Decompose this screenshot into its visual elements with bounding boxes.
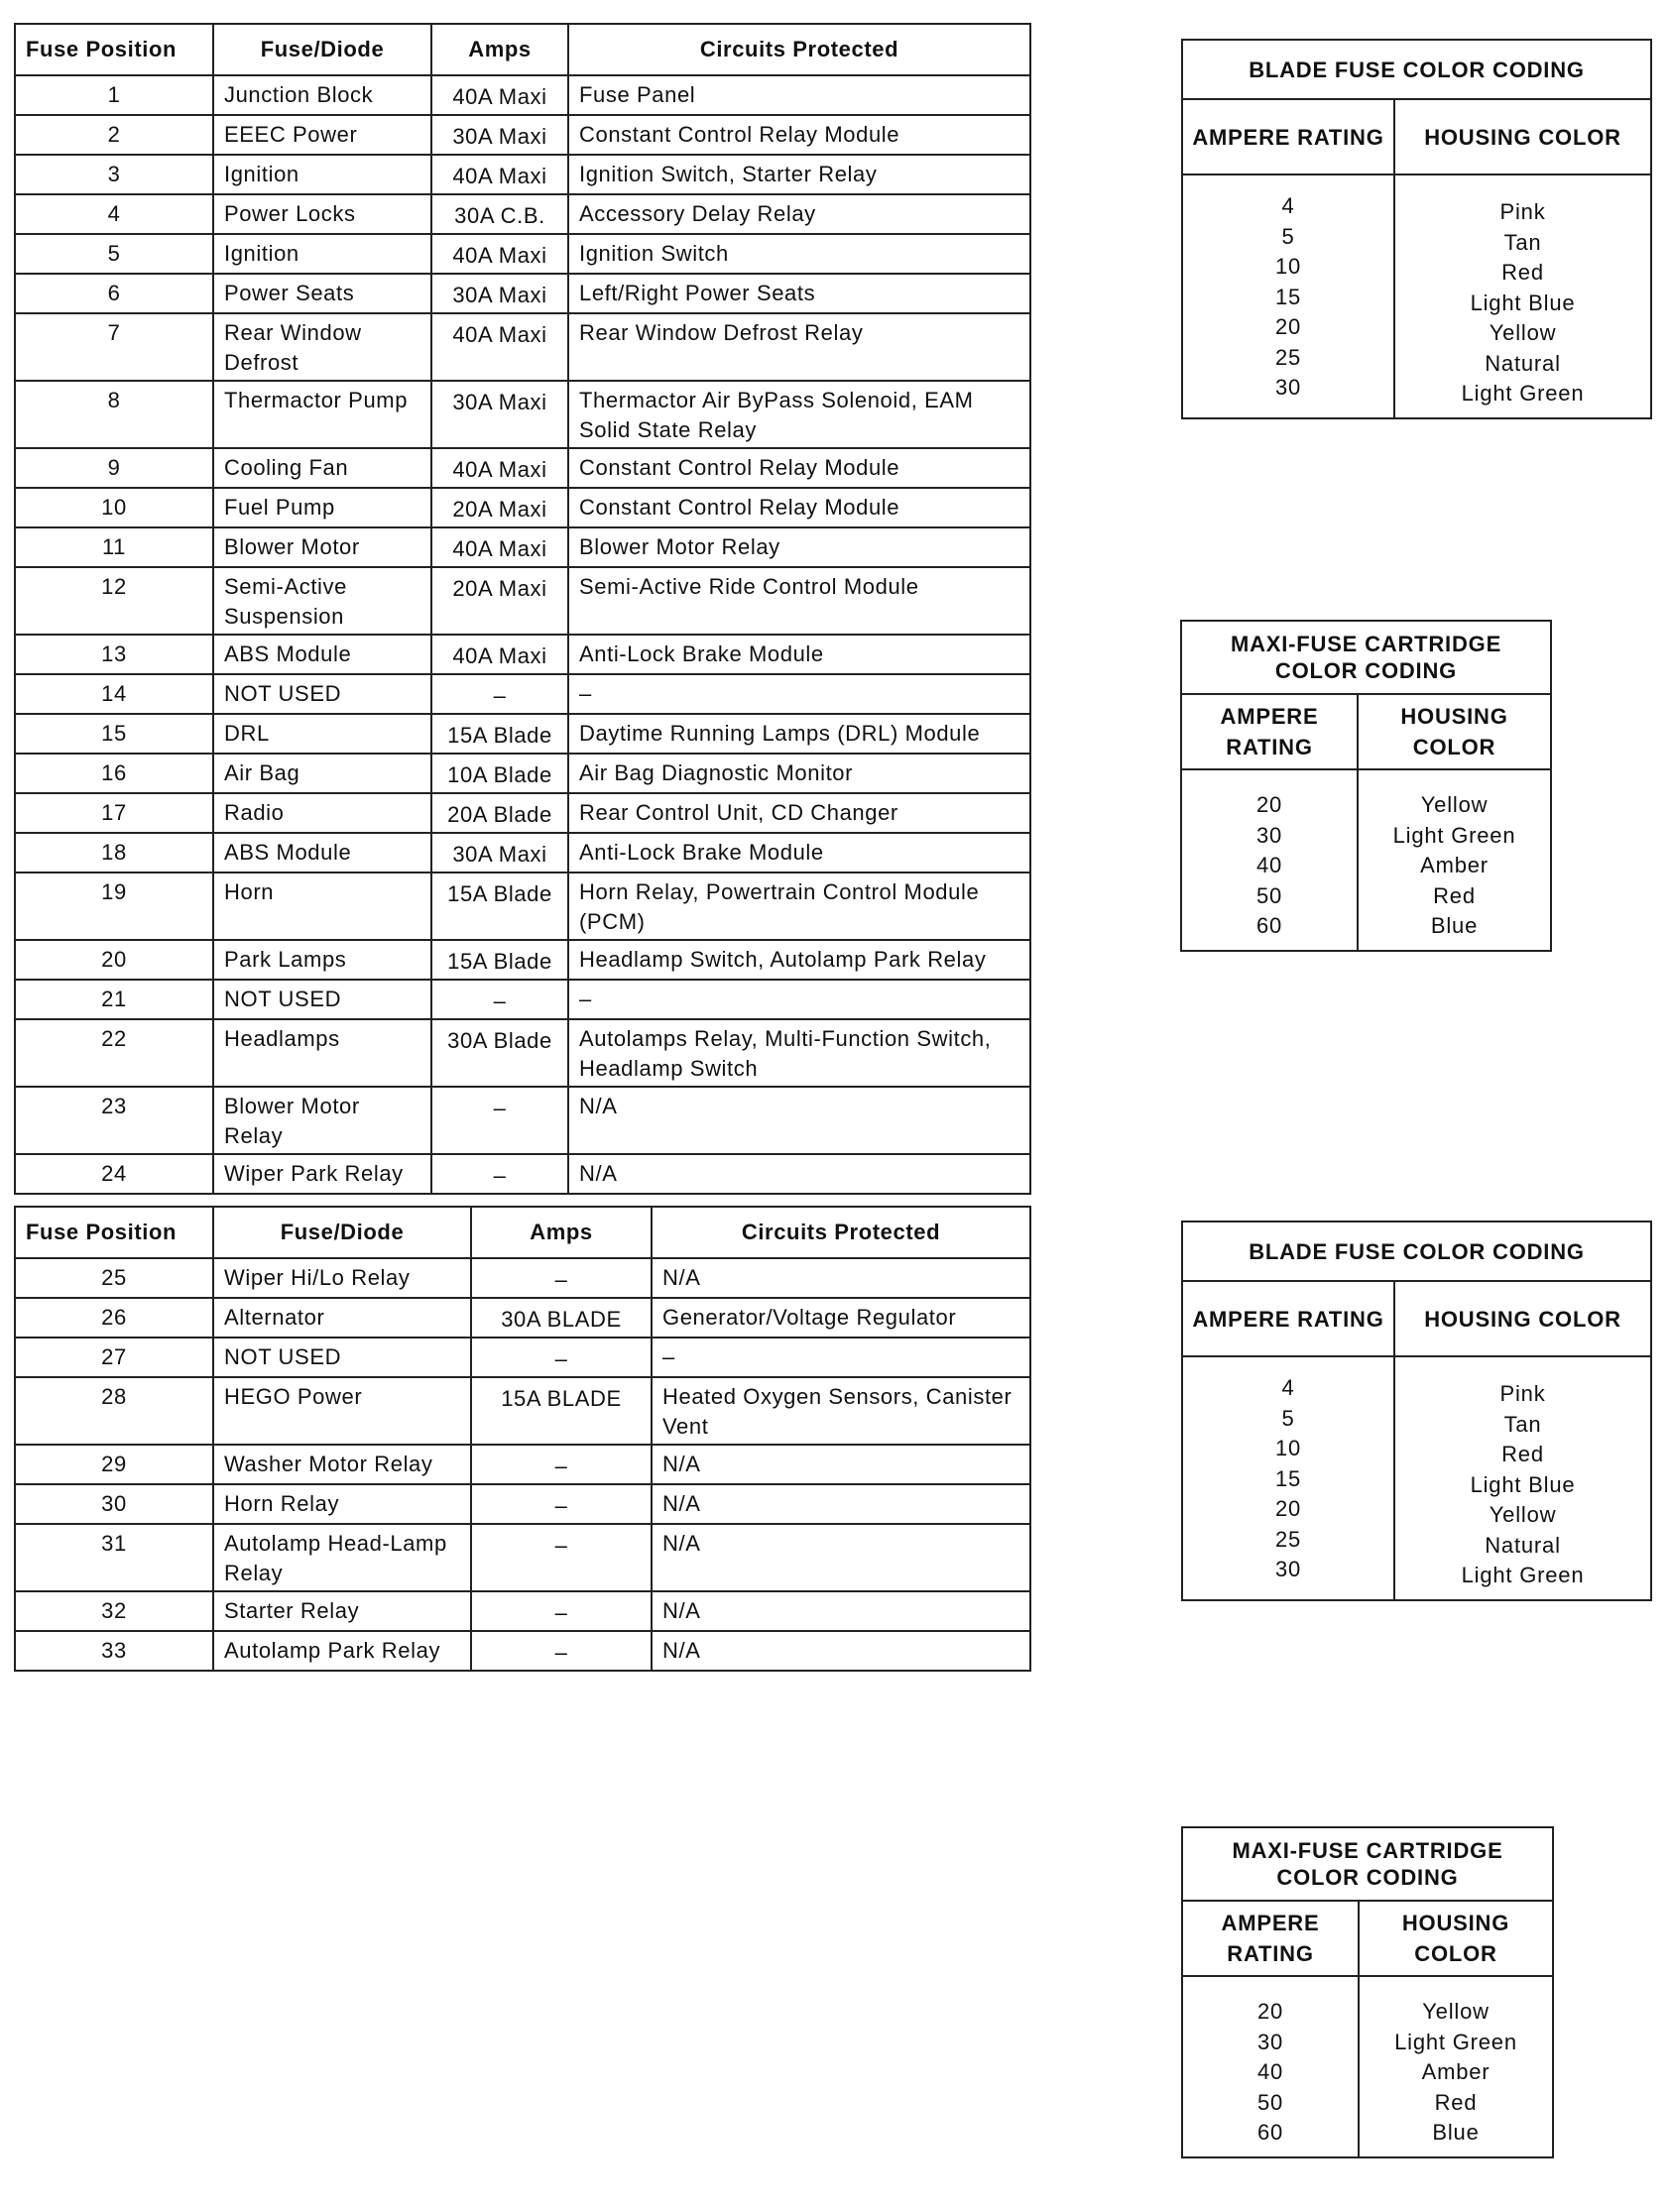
- fuse-position-cell: 25: [15, 1258, 213, 1298]
- amps-cell: –: [471, 1631, 652, 1671]
- fuse-position-cell: 15: [15, 714, 213, 754]
- fuse-diode-cell: HEGO Power: [213, 1377, 471, 1445]
- fuse-position-cell: 16: [15, 754, 213, 793]
- legend-value: 30: [1274, 1557, 1302, 1581]
- amps-cell: –: [471, 1524, 652, 1591]
- fuse-diode-cell: Rear Window Defrost: [213, 313, 431, 381]
- header-circuits-protected: Circuits Protected: [568, 24, 1030, 75]
- fuse-diode-cell: Horn Relay: [213, 1484, 471, 1524]
- fuse-diode-cell: Air Bag: [213, 754, 431, 793]
- header-fuse-position: Fuse Position: [15, 24, 213, 75]
- circuits-protected-cell: –: [568, 980, 1030, 1019]
- legend-value: Light Blue: [1470, 290, 1576, 315]
- legend-value: 5: [1281, 1405, 1295, 1431]
- amps-cell: –: [431, 674, 568, 714]
- legend-value: Amber: [1420, 853, 1489, 877]
- fuse-diode-cell: Ignition: [213, 234, 431, 274]
- table-row: [15, 527, 1030, 567]
- circuits-protected-cell: Ignition Switch, Starter Relay: [568, 155, 1030, 194]
- amps-cell: 30A Maxi: [431, 274, 568, 313]
- legend-value: 50: [1256, 2089, 1284, 2115]
- header-circuits-protected: Circuits Protected: [652, 1207, 1030, 1258]
- amps-cell: 30A BLADE: [471, 1298, 652, 1338]
- circuits-protected-cell: Generator/Voltage Regulator: [652, 1298, 1030, 1338]
- circuits-protected-cell: Constant Control Relay Module: [568, 488, 1030, 527]
- legend-value: Light Green: [1394, 2029, 1517, 2054]
- fuse-diode-cell: NOT USED: [213, 674, 431, 714]
- circuits-protected-cell: Rear Window Defrost Relay: [568, 313, 1030, 381]
- circuits-protected-cell: Thermactor Air ByPass Solenoid, EAM Solid State Relay: [568, 381, 1030, 448]
- legend-col-housing-color: HOUSING COLOR: [1358, 694, 1551, 769]
- legend-value: Pink: [1499, 199, 1546, 224]
- legend-value: 25: [1274, 1526, 1302, 1552]
- fuse-position-cell: 11: [15, 527, 213, 567]
- circuits-protected-cell: Blower Motor Relay: [568, 527, 1030, 567]
- fuse-table-header: [15, 24, 1030, 75]
- fuse-diode-cell: Ignition: [213, 155, 431, 194]
- legend-title: MAXI-FUSE CARTRIDGE COLOR CODING: [1181, 621, 1551, 694]
- fuse-position-cell: 7: [15, 313, 213, 381]
- header-amps: Amps: [431, 24, 568, 75]
- legend-value: Light Green: [1461, 381, 1585, 406]
- fuse-position-cell: 21: [15, 980, 213, 1019]
- fuse-position-cell: 3: [15, 155, 213, 194]
- maxi-fuse-color-legend: [1181, 1826, 1554, 2158]
- header-amps: Amps: [471, 1207, 652, 1258]
- table-row: [15, 1298, 1030, 1338]
- circuits-protected-cell: Semi-Active Ride Control Module: [568, 567, 1030, 635]
- table-row: [15, 793, 1030, 833]
- legend-value: 15: [1274, 1465, 1302, 1491]
- table-row: [15, 274, 1030, 313]
- fuse-diode-cell: Washer Motor Relay: [213, 1445, 471, 1484]
- fuse-position-cell: 23: [15, 1087, 213, 1154]
- fuse-diode-cell: Junction Block: [213, 75, 431, 115]
- legend-value: Yellow: [1420, 792, 1489, 817]
- table-row: [15, 567, 1030, 635]
- amps-cell: 15A Blade: [431, 714, 568, 754]
- legend-value: Yellow: [1489, 1502, 1557, 1527]
- legend-value: 5: [1281, 223, 1295, 249]
- fuse-diode-cell: Cooling Fan: [213, 448, 431, 488]
- fuse-diode-cell: Park Lamps: [213, 940, 431, 980]
- fuse-position-cell: 6: [15, 274, 213, 313]
- fuse-position-cell: 4: [15, 194, 213, 234]
- legend-colors: [1394, 175, 1651, 418]
- legend-value: Natural: [1485, 1532, 1561, 1558]
- header-fuse-diode: Fuse/Diode: [213, 24, 431, 75]
- legend-value: 40: [1255, 853, 1283, 877]
- fuse-diode-cell: ABS Module: [213, 833, 431, 873]
- fuse-diode-cell: Wiper Park Relay: [213, 1154, 431, 1194]
- amps-cell: 40A Maxi: [431, 313, 568, 381]
- fuse-diode-cell: DRL: [213, 714, 431, 754]
- table-row: [15, 1154, 1030, 1194]
- legend-value: 60: [1255, 913, 1283, 938]
- table-row: [15, 1484, 1030, 1524]
- circuits-protected-cell: Headlamp Switch, Autolamp Park Relay: [568, 940, 1030, 980]
- fuse-diode-cell: Power Locks: [213, 194, 431, 234]
- amps-cell: –: [431, 1087, 568, 1154]
- legend-value: 4: [1281, 1375, 1295, 1400]
- circuits-protected-cell: Constant Control Relay Module: [568, 115, 1030, 155]
- legend-col-ampere-rating: AMPERE RATING: [1182, 1281, 1394, 1356]
- table-row: [15, 940, 1030, 980]
- legend-value: 25: [1274, 344, 1302, 370]
- table-row: [15, 1338, 1030, 1377]
- fuse-position-cell: 10: [15, 488, 213, 527]
- table-row: [15, 1445, 1030, 1484]
- legend-value: Amber: [1421, 2059, 1491, 2084]
- fuse-position-cell: 33: [15, 1631, 213, 1671]
- circuits-protected-cell: Autolamps Relay, Multi-Function Switch, Headlamp Switch: [568, 1019, 1030, 1087]
- legend-ratings: [1182, 1976, 1359, 2157]
- table-row: [15, 873, 1030, 940]
- amps-cell: 10A Blade: [431, 754, 568, 793]
- table-row: [15, 448, 1030, 488]
- legend-col-housing-color: HOUSING COLOR: [1394, 99, 1651, 175]
- legend-title: BLADE FUSE COLOR CODING: [1182, 1222, 1651, 1281]
- fuse-table-header: [15, 1207, 1030, 1258]
- legend-value: 40: [1256, 2059, 1284, 2084]
- amps-cell: 20A Maxi: [431, 488, 568, 527]
- amps-cell: –: [471, 1258, 652, 1298]
- table-row: [15, 194, 1030, 234]
- legend-ratings: [1181, 769, 1358, 951]
- circuits-protected-cell: N/A: [568, 1087, 1030, 1154]
- amps-cell: 30A Maxi: [431, 115, 568, 155]
- legend-value: Yellow: [1489, 320, 1557, 345]
- legend-colors: [1394, 1356, 1651, 1600]
- circuits-protected-cell: Ignition Switch: [568, 234, 1030, 274]
- table-row: [15, 1019, 1030, 1087]
- fuse-position-cell: 26: [15, 1298, 213, 1338]
- fuse-diode-cell: Blower Motor: [213, 527, 431, 567]
- fuse-position-cell: 2: [15, 115, 213, 155]
- circuits-protected-cell: Heated Oxygen Sensors, Canister Vent: [652, 1377, 1030, 1445]
- table-row: [15, 1087, 1030, 1154]
- circuits-protected-cell: N/A: [652, 1524, 1030, 1591]
- circuits-protected-cell: Anti-Lock Brake Module: [568, 635, 1030, 674]
- amps-cell: 30A Blade: [431, 1019, 568, 1087]
- legend-col-ampere-rating: AMPERE RATING: [1182, 99, 1394, 175]
- fuse-diode-cell: Starter Relay: [213, 1591, 471, 1631]
- table-row: [15, 754, 1030, 793]
- fuse-position-cell: 31: [15, 1524, 213, 1591]
- legend-value: 60: [1256, 2120, 1284, 2145]
- legend-colors: [1359, 1976, 1553, 2157]
- circuits-protected-cell: N/A: [652, 1258, 1030, 1298]
- table-row: [15, 1377, 1030, 1445]
- circuits-protected-cell: N/A: [568, 1154, 1030, 1194]
- amps-cell: 40A Maxi: [431, 75, 568, 115]
- amps-cell: –: [431, 980, 568, 1019]
- legend-col-ampere-rating: AMPERE RATING: [1181, 694, 1358, 769]
- amps-cell: –: [471, 1591, 652, 1631]
- fuse-diode-cell: NOT USED: [213, 980, 431, 1019]
- circuits-protected-cell: Fuse Panel: [568, 75, 1030, 115]
- legend-value: 20: [1274, 1496, 1302, 1521]
- amps-cell: –: [471, 1484, 652, 1524]
- amps-cell: 30A Maxi: [431, 381, 568, 448]
- table-row: [15, 488, 1030, 527]
- legend-value: Blue: [1430, 913, 1479, 938]
- circuits-protected-cell: N/A: [652, 1631, 1030, 1671]
- legend-value: Natural: [1485, 350, 1561, 376]
- fuse-diode-cell: EEEC Power: [213, 115, 431, 155]
- legend-value: Tan: [1503, 1411, 1542, 1437]
- table-row: [15, 714, 1030, 754]
- fuse-position-cell: 1: [15, 75, 213, 115]
- amps-cell: 15A Blade: [431, 873, 568, 940]
- legend-value: Light Green: [1392, 822, 1516, 848]
- fuse-diode-cell: Autolamp Park Relay: [213, 1631, 471, 1671]
- legend-value: Light Blue: [1470, 1471, 1576, 1497]
- amps-cell: –: [471, 1445, 652, 1484]
- table-row: [15, 381, 1030, 448]
- fuse-diode-cell: Headlamps: [213, 1019, 431, 1087]
- fuse-position-cell: 27: [15, 1338, 213, 1377]
- amps-cell: 15A Blade: [431, 940, 568, 980]
- fuse-position-cell: 28: [15, 1377, 213, 1445]
- legend-value: 30: [1274, 375, 1302, 400]
- fuse-position-cell: 12: [15, 567, 213, 635]
- circuits-protected-cell: Anti-Lock Brake Module: [568, 833, 1030, 873]
- legend-value: 20: [1274, 314, 1302, 339]
- fuse-table-body: [15, 1258, 1030, 1671]
- legend-value: 30: [1255, 822, 1283, 848]
- fuse-position-cell: 9: [15, 448, 213, 488]
- fuse-diode-cell: Semi-Active Suspension: [213, 567, 431, 635]
- table-row: [15, 833, 1030, 873]
- fuse-position-cell: 32: [15, 1591, 213, 1631]
- circuits-protected-cell: Horn Relay, Powertrain Control Module (PCM): [568, 873, 1030, 940]
- table-row: [15, 234, 1030, 274]
- fuse-position-cell: 29: [15, 1445, 213, 1484]
- table-row: [15, 980, 1030, 1019]
- fuse-position-cell: 24: [15, 1154, 213, 1194]
- amps-cell: 20A Maxi: [431, 567, 568, 635]
- legend-value: 20: [1256, 1999, 1284, 2024]
- fuse-diode-cell: Alternator: [213, 1298, 471, 1338]
- legend-ratings: [1182, 1356, 1394, 1600]
- amps-cell: 40A Maxi: [431, 448, 568, 488]
- legend-value: 20: [1255, 792, 1283, 817]
- table-row: [15, 1591, 1030, 1631]
- circuits-protected-cell: N/A: [652, 1445, 1030, 1484]
- table-row: [15, 1631, 1030, 1671]
- maxi-fuse-color-legend: [1180, 620, 1552, 952]
- fuse-position-cell: 14: [15, 674, 213, 714]
- legend-value: 30: [1256, 2029, 1284, 2054]
- circuits-protected-cell: N/A: [652, 1591, 1030, 1631]
- table-row: [15, 75, 1030, 115]
- amps-cell: 30A C.B.: [431, 194, 568, 234]
- fuse-diode-cell: Blower Motor Relay: [213, 1087, 431, 1154]
- header-fuse-position: Fuse Position: [15, 1207, 213, 1258]
- legend-value: Red: [1501, 1442, 1544, 1466]
- fuse-table-2: [14, 1206, 1031, 1672]
- legend-value: Blue: [1432, 2120, 1480, 2145]
- fuse-position-cell: 17: [15, 793, 213, 833]
- fuse-position-cell: 19: [15, 873, 213, 940]
- table-row: [15, 115, 1030, 155]
- table-row: [15, 635, 1030, 674]
- circuits-protected-cell: Rear Control Unit, CD Changer: [568, 793, 1030, 833]
- fuse-table-body: [15, 75, 1030, 1194]
- legend-title: BLADE FUSE COLOR CODING: [1182, 40, 1651, 99]
- amps-cell: 40A Maxi: [431, 527, 568, 567]
- fuse-diode-cell: Fuel Pump: [213, 488, 431, 527]
- legend-title: MAXI-FUSE CARTRIDGE COLOR CODING: [1182, 1827, 1553, 1901]
- blade-fuse-color-legend: [1181, 1221, 1652, 1601]
- legend-value: Yellow: [1422, 1999, 1490, 2024]
- fuse-diode-cell: ABS Module: [213, 635, 431, 674]
- legend-ratings: [1182, 175, 1394, 418]
- fuse-diode-cell: Power Seats: [213, 274, 431, 313]
- legend-value: 10: [1274, 254, 1302, 279]
- amps-cell: 20A Blade: [431, 793, 568, 833]
- table-row: [15, 1524, 1030, 1591]
- blade-fuse-color-legend: [1181, 39, 1652, 419]
- fuse-diode-cell: NOT USED: [213, 1338, 471, 1377]
- fuse-diode-cell: Wiper Hi/Lo Relay: [213, 1258, 471, 1298]
- circuits-protected-cell: Left/Right Power Seats: [568, 274, 1030, 313]
- fuse-diode-cell: Thermactor Pump: [213, 381, 431, 448]
- circuits-protected-cell: Daytime Running Lamps (DRL) Module: [568, 714, 1030, 754]
- fuse-table-1: [14, 23, 1031, 1195]
- amps-cell: 40A Maxi: [431, 635, 568, 674]
- circuits-protected-cell: Air Bag Diagnostic Monitor: [568, 754, 1030, 793]
- legend-value: Red: [1433, 882, 1476, 908]
- fuse-position-cell: 22: [15, 1019, 213, 1087]
- circuits-protected-cell: N/A: [652, 1484, 1030, 1524]
- fuse-position-cell: 20: [15, 940, 213, 980]
- legend-value: Light Green: [1461, 1563, 1585, 1587]
- amps-cell: 30A Maxi: [431, 833, 568, 873]
- circuits-protected-cell: –: [568, 674, 1030, 714]
- legend-value: Red: [1434, 2089, 1478, 2115]
- legend-colors: [1358, 769, 1551, 951]
- amps-cell: –: [431, 1154, 568, 1194]
- amps-cell: –: [471, 1338, 652, 1377]
- legend-value: Red: [1501, 260, 1544, 285]
- amps-cell: 40A Maxi: [431, 234, 568, 274]
- legend-col-ampere-rating: AMPERE RATING: [1182, 1901, 1359, 1976]
- fuse-position-cell: 13: [15, 635, 213, 674]
- legend-value: 15: [1274, 284, 1302, 309]
- circuits-protected-cell: Constant Control Relay Module: [568, 448, 1030, 488]
- fuse-diode-cell: Autolamp Head-Lamp Relay: [213, 1524, 471, 1591]
- fuse-diode-cell: Horn: [213, 873, 431, 940]
- fuse-position-cell: 5: [15, 234, 213, 274]
- table-row: [15, 155, 1030, 194]
- legend-value: 50: [1255, 882, 1283, 908]
- fuse-position-cell: 30: [15, 1484, 213, 1524]
- amps-cell: 15A BLADE: [471, 1377, 652, 1445]
- table-row: [15, 674, 1030, 714]
- legend-value: Pink: [1499, 1381, 1546, 1406]
- header-fuse-diode: Fuse/Diode: [213, 1207, 471, 1258]
- legend-col-housing-color: HOUSING COLOR: [1394, 1281, 1651, 1356]
- fuse-position-cell: 8: [15, 381, 213, 448]
- legend-col-housing-color: HOUSING COLOR: [1359, 1901, 1553, 1976]
- legend-value: 4: [1281, 193, 1295, 218]
- amps-cell: 40A Maxi: [431, 155, 568, 194]
- fuse-diode-cell: Radio: [213, 793, 431, 833]
- circuits-protected-cell: –: [652, 1338, 1030, 1377]
- fuse-position-cell: 18: [15, 833, 213, 873]
- legend-value: Tan: [1503, 229, 1542, 255]
- table-row: [15, 1258, 1030, 1298]
- legend-value: 10: [1274, 1436, 1302, 1460]
- table-row: [15, 313, 1030, 381]
- circuits-protected-cell: Accessory Delay Relay: [568, 194, 1030, 234]
